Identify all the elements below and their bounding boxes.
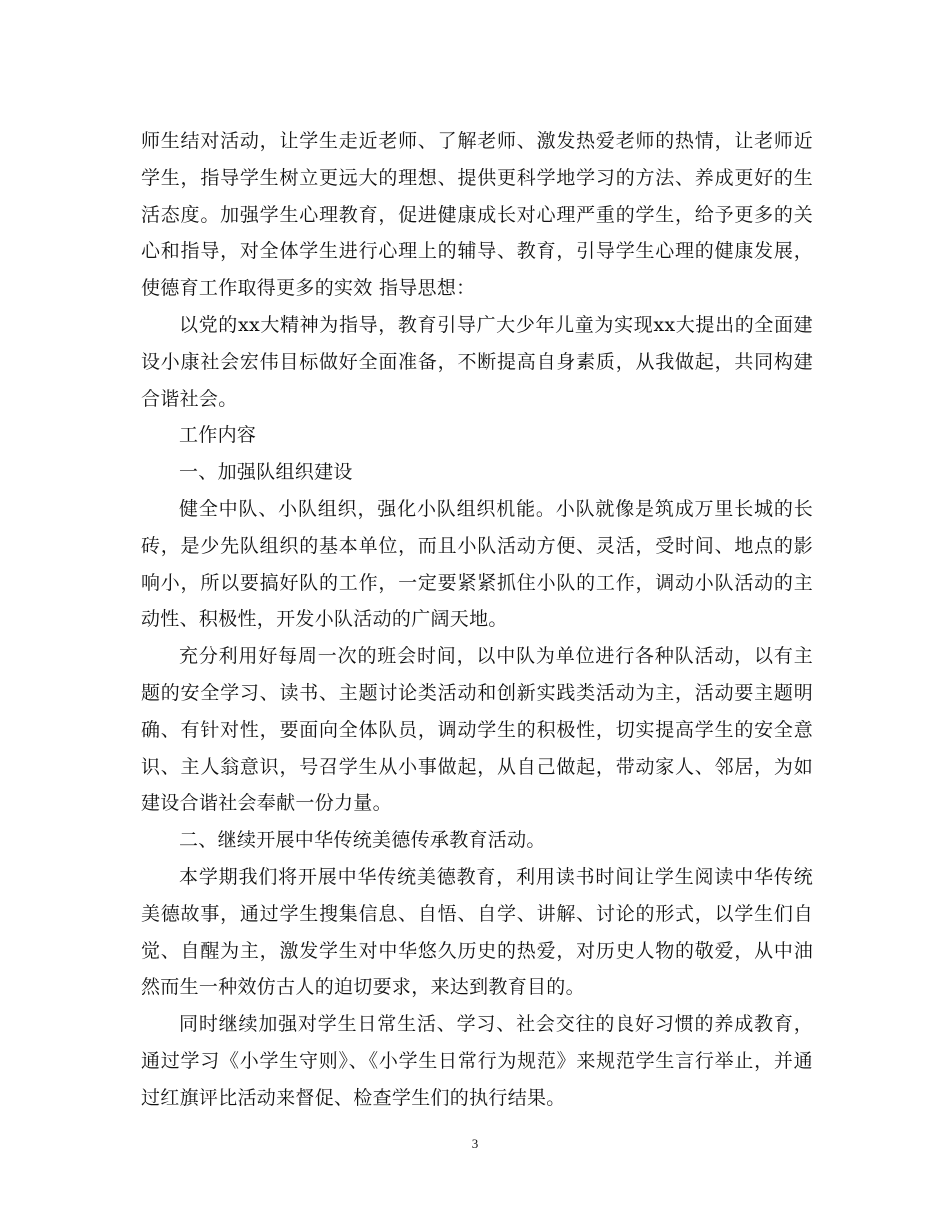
page-number: 3 bbox=[471, 1136, 479, 1151]
paragraph-habits-education: 同时继续加强对学生日常生活、学习、社会交往的良好习惯的养成教育，通过学习《小学生守则》、《小学生日常行为规范》来规范学生言行举止，并通过红旗评比活动来督促、检查学生们的执行结果。 bbox=[141, 1013, 813, 1109]
paragraph-traditional-virtues: 本学期我们将开展中华传统美德教育，利用读书时间让学生阅读中华传统美德故事，通过学生搜集信息、自悟、自学、讲解、讨论的形式，以学生们自觉、自醒为主，激发学生对中华悠久历史的热爱，对历史人物的敬爱，从中油然而生一种效仿古人的迫切要求，来达到教育目的。 bbox=[141, 865, 813, 999]
paragraph-guiding-thought: 以党的xx大精神为指导，教育引导广大少年儿童为实现xx大提出的全面建设小康社会宏伟目标做好全面准备，不断提高自身素质，从我做起，共同构建合谐社会。 bbox=[141, 313, 813, 410]
section-heading-work-content: 工作内容 bbox=[179, 424, 257, 447]
section-heading-2: 二、继续开展中华传统美德传承教育活动。 bbox=[179, 829, 546, 852]
paragraph-class-meeting: 充分利用好每周一次的班会时间，以中队为单位进行各种队活动，以有主题的安全学习、读书、主题讨论类活动和创新实践类活动为主，活动要主题明确、有针对性，要面向全体队员，调动学生的积极性，切实提高学生的安全意识、主人翁意识，号召学生从小事做起，从自己做起，带动家人、邻居，为如建设合谐社会奉献一份力量。 bbox=[141, 645, 813, 815]
document-body bbox=[141, 123, 813, 1117]
section-heading-1: 一、加强队组织建设 bbox=[179, 461, 353, 484]
paragraph-intro: 师生结对活动，让学生走近老师、了解老师、激发热爱老师的热情，让老师近学生，指导学生树立更远大的理想、提供更科学地学习的方法、养成更好的生活态度。加强学生心理教育，促进健康成长对心理严重的学生，给予更多的关心和指导，对全体学生进行心理上的辅导、教育，引导学生心理的健康发展，使德育工作取得更多的实效 指导思想： bbox=[141, 130, 813, 300]
paragraph-team-organization: 健全中队、小队组织，强化小队组织机能。小队就像是筑成万里长城的长砖，是少先队组织的基本单位，而且小队活动方便、灵活，受时间、地点的影响小，所以要搞好队的工作，一定要紧紧抓住小队的工作，调动小队活动的主动性、积极性，开发小队活动的广阔天地。 bbox=[141, 497, 813, 631]
